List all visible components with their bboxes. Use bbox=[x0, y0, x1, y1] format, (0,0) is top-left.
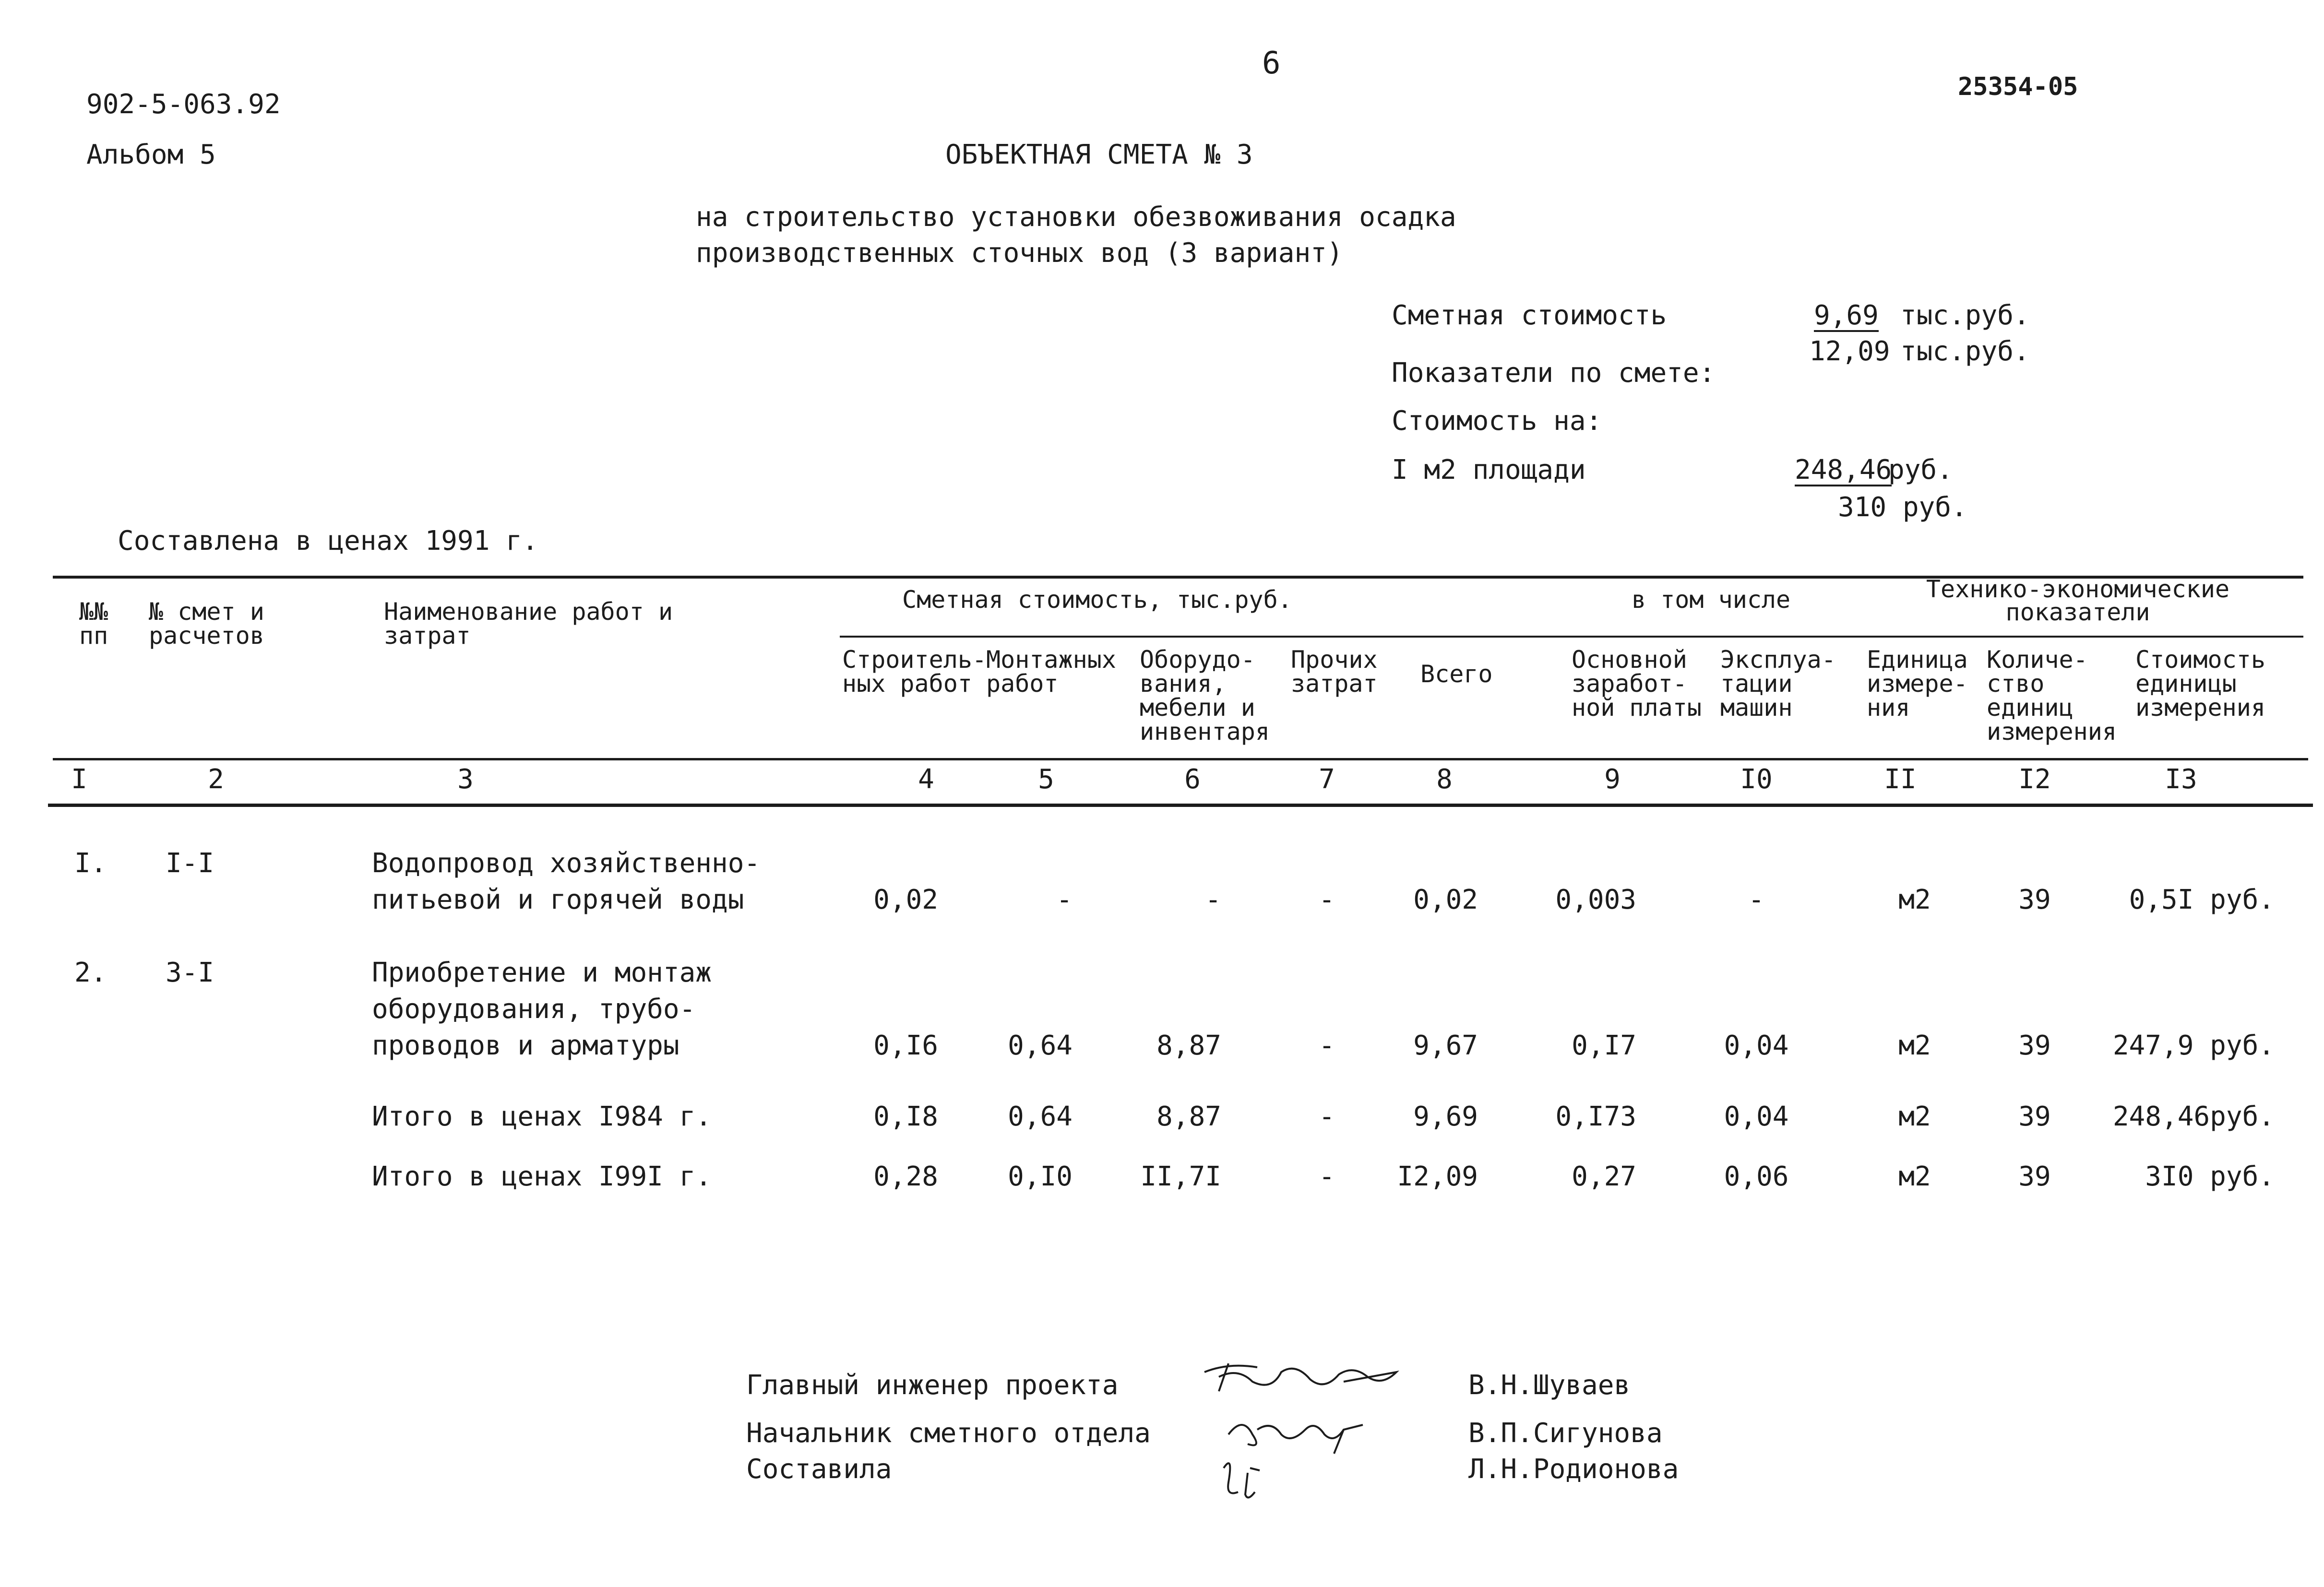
cost-value-1991: 12,09 bbox=[1809, 336, 1890, 367]
column-number: I2 bbox=[2018, 764, 2051, 795]
cell-unit: м2 bbox=[1898, 1161, 1931, 1192]
work-name-line: проводов и арматуры bbox=[372, 1030, 679, 1061]
work-name-line: питьевой и горячей воды bbox=[372, 884, 744, 915]
header-base-wages: Основной заработ-ной платы bbox=[1572, 646, 1702, 722]
subtitle-line-2: производственных сточных вод (3 вариант) bbox=[696, 237, 1343, 269]
cost-label: Сметная стоимость bbox=[1392, 300, 1667, 331]
signature-role-chief-engineer: Главный инженер проекта bbox=[746, 1370, 1119, 1401]
cost-value-1984: 9,69 bbox=[1814, 300, 1879, 331]
cell-quantity: 39 bbox=[2018, 884, 2051, 915]
header-including-group: в том числе bbox=[1632, 586, 1791, 614]
column-number: 8 bbox=[1436, 764, 1453, 795]
column-number: II bbox=[1884, 764, 1917, 795]
header-unit-cost: Стоимость единицы измерения bbox=[2135, 646, 2265, 722]
cell-total: 0,02 bbox=[1413, 884, 1478, 915]
cell-equipment: - bbox=[1205, 884, 1221, 915]
doc-code: 902-5-063.92 bbox=[86, 89, 281, 120]
header-row-number: №№ пп bbox=[79, 598, 108, 650]
column-number: 6 bbox=[1184, 764, 1201, 795]
handwritten-signature-1 bbox=[1200, 1353, 1401, 1401]
cell-unit-cost: 3I0 руб. bbox=[2145, 1161, 2275, 1192]
cell-equipment: 8,87 bbox=[1156, 1030, 1221, 1061]
cell-total: 9,67 bbox=[1413, 1030, 1478, 1061]
column-numbers-rule bbox=[48, 804, 2313, 807]
cell-quantity: 39 bbox=[2018, 1030, 2051, 1061]
header-other-costs: Прочих затрат bbox=[1291, 646, 1378, 698]
cell-base-wages: 0,27 bbox=[1572, 1161, 1636, 1192]
work-name-line: оборудования, трубо- bbox=[372, 994, 696, 1025]
header-bottom-rule bbox=[53, 758, 2308, 760]
column-number: 2 bbox=[208, 764, 224, 795]
header-machine-operation: Эксплуа-тации машин bbox=[1720, 646, 1836, 722]
signature-name-chief-engineer: В.Н.Шуваев bbox=[1468, 1370, 1631, 1401]
work-name-line: Итого в ценах I99I г. bbox=[372, 1161, 712, 1192]
cell-quantity: 39 bbox=[2018, 1161, 2051, 1192]
cell-other: - bbox=[1319, 1030, 1335, 1061]
subtitle-line-1: на строительство установки обезвоживания осадка bbox=[696, 201, 1456, 233]
cell-construction: 0,I6 bbox=[873, 1030, 938, 1061]
cell-other: - bbox=[1319, 884, 1335, 915]
cell-total: 9,69 bbox=[1413, 1101, 1478, 1132]
cell-base-wages: 0,003 bbox=[1555, 884, 1636, 915]
cell-machine-operation: 0,06 bbox=[1724, 1161, 1789, 1192]
cost-unit-2: тыс.руб. bbox=[1900, 336, 2030, 367]
cell-unit-cost: 0,5I руб. bbox=[2129, 884, 2275, 915]
prices-note: Составлена в ценах 1991 г. bbox=[118, 525, 538, 557]
cell-construction: 0,02 bbox=[873, 884, 938, 915]
page-number: 6 bbox=[1262, 46, 1281, 81]
column-number: I0 bbox=[1740, 764, 1773, 795]
cell-construction: 0,I8 bbox=[873, 1101, 938, 1132]
handwritten-signature-3 bbox=[1209, 1449, 1286, 1506]
work-name-line: Водопровод хозяйственно- bbox=[372, 848, 761, 879]
signature-name-compiler: Л.Н.Родионова bbox=[1468, 1454, 1679, 1485]
per-m2-label: I м2 площади bbox=[1392, 454, 1586, 486]
column-number: 7 bbox=[1319, 764, 1335, 795]
cell-equipment: 8,87 bbox=[1156, 1101, 1221, 1132]
estimate-reference: I-I bbox=[166, 848, 215, 879]
header-total: Всего bbox=[1420, 660, 1493, 688]
per-m2-unit: руб. bbox=[1888, 454, 1953, 486]
cell-equipment: II,7I bbox=[1140, 1161, 1221, 1192]
header-tech-group: Технико-экономические показатели bbox=[1926, 575, 2230, 626]
signature-role-estimate-head: Начальник сметного отдела bbox=[746, 1418, 1151, 1449]
header-estimate-number: № смет и расчетов bbox=[149, 598, 264, 650]
row-number: I. bbox=[74, 848, 107, 879]
cell-other: - bbox=[1319, 1101, 1335, 1132]
header-unit: Единица измере-ния bbox=[1867, 646, 1968, 722]
cost-per-label: Стоимость на: bbox=[1392, 405, 1602, 437]
cell-unit-cost: 248,46руб. bbox=[2112, 1101, 2275, 1132]
cell-machine-operation: 0,04 bbox=[1724, 1030, 1789, 1061]
column-number: 4 bbox=[918, 764, 934, 795]
cell-base-wages: 0,I7 bbox=[1572, 1030, 1636, 1061]
header-construction-works: Строитель-ных работ bbox=[842, 646, 987, 698]
estimate-reference: 3-I bbox=[166, 957, 215, 988]
cost-unit-1: тыс.руб. bbox=[1900, 300, 2030, 331]
work-name-line: Приобретение и монтаж bbox=[372, 957, 712, 988]
signature-name-estimate-head: В.П.Сигунова bbox=[1468, 1418, 1663, 1449]
per-m2-value-1991: 310 руб. bbox=[1838, 492, 1967, 523]
row-number: 2. bbox=[74, 957, 107, 988]
cell-other: - bbox=[1319, 1161, 1335, 1192]
document-title: ОБЪЕКТНАЯ СМЕТА № 3 bbox=[945, 139, 1253, 170]
cell-base-wages: 0,I73 bbox=[1555, 1101, 1636, 1132]
per-m2-value-1984: 248,46 bbox=[1795, 454, 1892, 486]
cost-group-rule bbox=[840, 636, 2303, 638]
cell-construction: 0,28 bbox=[873, 1161, 938, 1192]
stamp-number: 25354-05 bbox=[1958, 72, 2078, 101]
column-number: 3 bbox=[457, 764, 474, 795]
column-number: 5 bbox=[1038, 764, 1054, 795]
cell-unit: м2 bbox=[1898, 884, 1931, 915]
indicators-label: Показатели по смете: bbox=[1392, 357, 1716, 389]
column-number: 9 bbox=[1604, 764, 1621, 795]
column-number: I3 bbox=[2165, 764, 2197, 795]
cell-installation: 0,64 bbox=[1008, 1101, 1073, 1132]
header-installation-works: Монтажных работ bbox=[986, 646, 1116, 698]
cell-installation: 0,64 bbox=[1008, 1030, 1073, 1061]
cell-installation: 0,I0 bbox=[1008, 1161, 1073, 1192]
cell-machine-operation: - bbox=[1748, 884, 1764, 915]
work-name-line: Итого в ценах I984 г. bbox=[372, 1101, 712, 1132]
cell-machine-operation: 0,04 bbox=[1724, 1101, 1789, 1132]
header-equipment: Оборудо-вания, мебели и инвентаря bbox=[1140, 646, 1270, 746]
cell-total: I2,09 bbox=[1397, 1161, 1478, 1192]
header-quantity: Количе-ство единиц измерения bbox=[1987, 646, 2117, 746]
column-number: I bbox=[71, 764, 87, 795]
cell-installation: - bbox=[1056, 884, 1073, 915]
cell-unit: м2 bbox=[1898, 1030, 1931, 1061]
cell-quantity: 39 bbox=[2018, 1101, 2051, 1132]
cell-unit-cost: 247,9 руб. bbox=[2112, 1030, 2275, 1061]
signature-role-compiler: Составила bbox=[746, 1454, 892, 1485]
cell-unit: м2 bbox=[1898, 1101, 1931, 1132]
album-label: Альбом 5 bbox=[86, 139, 216, 170]
header-cost-group: Сметная стоимость, тыс.руб. bbox=[902, 586, 1292, 614]
header-work-name: Наименование работ и затрат bbox=[384, 598, 673, 650]
